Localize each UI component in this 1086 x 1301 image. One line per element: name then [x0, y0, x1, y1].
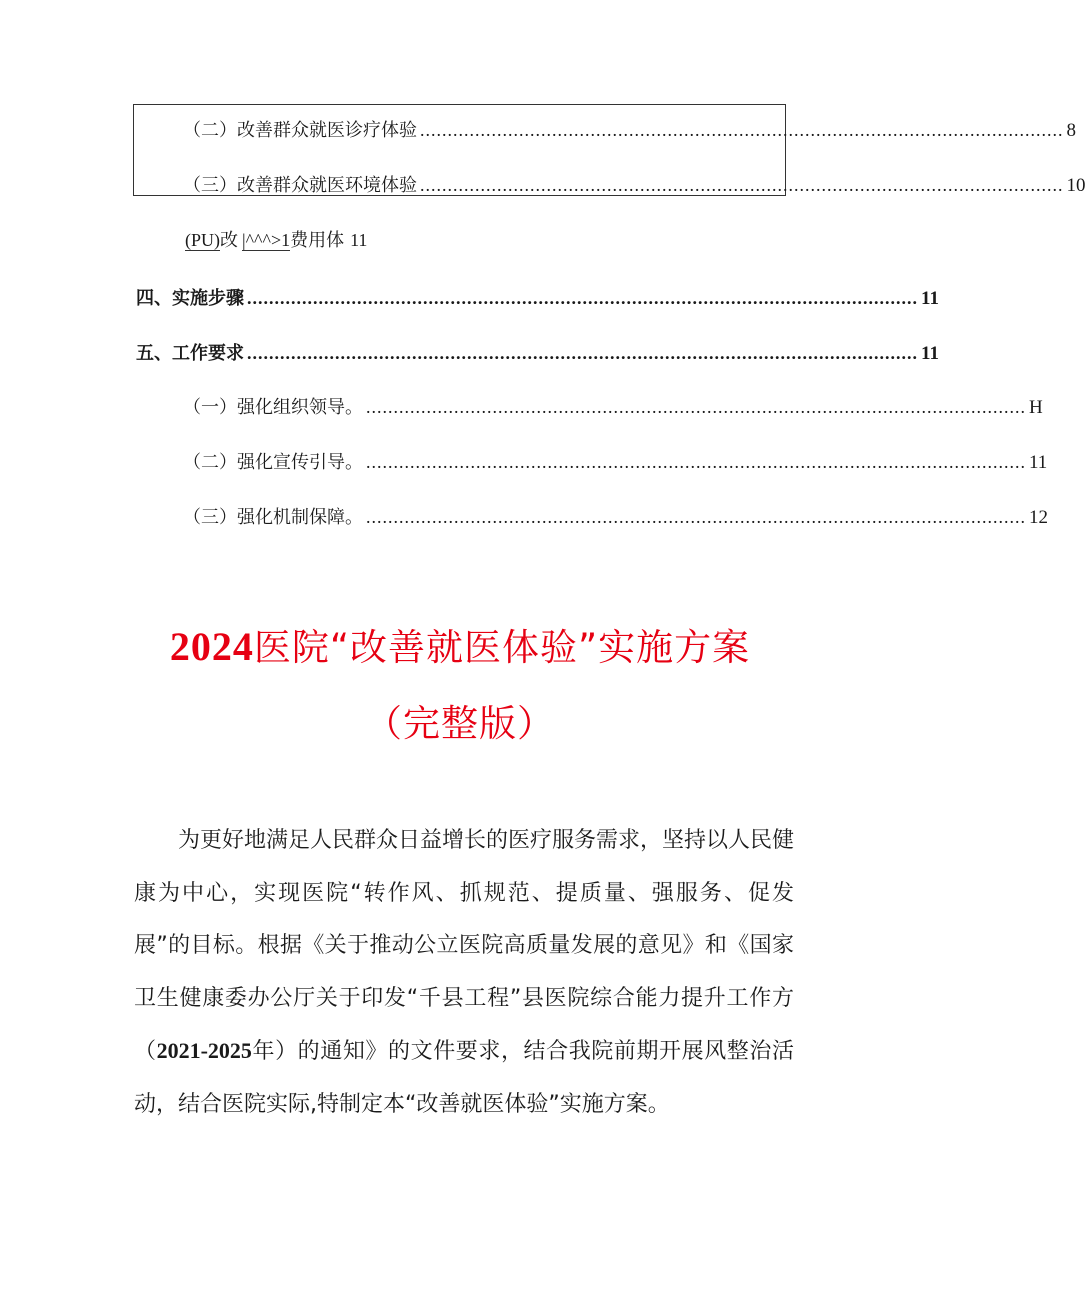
toc-leader-dots: ..........................................................................................................................	[247, 343, 918, 363]
garbled-text: |^^^>1	[242, 230, 291, 250]
toc-leader-dots: ..........................................................................................................................	[247, 288, 918, 308]
toc-entry-label: （三）强化机制保障。	[183, 507, 363, 528]
toc-entry-label: （一）强化组织领导。	[183, 397, 363, 418]
toc-entry-page: 12	[1029, 507, 1048, 528]
toc-entry-page: 11	[921, 343, 939, 364]
toc-subsection-1[interactable]	[183, 393, 1043, 419]
toc-entry-page: 8	[1066, 120, 1076, 141]
toc-entry-label: （二）改善群众就医诊疗体验	[183, 120, 417, 141]
toc-leader-dots: ........................................................................................................................	[366, 452, 1026, 472]
toc-entry-page: H	[1029, 397, 1043, 418]
toc-subsection-3[interactable]	[183, 503, 1048, 529]
toc-subsection-2[interactable]	[183, 448, 1048, 474]
intro-text: 为更好地满足人民群众日益增长的医疗服务需求，坚持以人民健康为中心，实现医院“转作风、抓规范、提质量、强服务、促发展”的目标。根据《关于推动公立医院高质量发展的意见》和《国家卫生健康委办公厅关于印发“千县工程”县医院综合能力提升工作方（	[134, 828, 795, 1064]
garbled-text: 改	[220, 230, 238, 251]
toc-entry-label: 五、工作要求	[136, 343, 244, 364]
title-main: 医院“改善就医体验”实施方案	[253, 626, 751, 669]
toc-entry-page: 11	[921, 288, 939, 309]
toc-entry-page: 11	[1029, 452, 1048, 473]
intro-paragraph	[134, 815, 794, 1131]
document-title	[0, 617, 920, 671]
title-year: 2024	[169, 624, 254, 669]
toc-leader-dots: .....................................................................................................................	[420, 120, 1064, 140]
intro-text: 年）的通知》的文件要求，结合我院前期开展风整治活动，结合医院实际,特制定本“改善就医体验”实施方案。	[134, 1039, 794, 1117]
toc-entry-boxed-3[interactable]	[183, 171, 1086, 197]
toc-garbled-entry	[185, 226, 367, 252]
toc-entry-page: 10	[1066, 175, 1086, 196]
garbled-text: 费用体	[290, 230, 345, 251]
toc-entry-boxed-2[interactable]	[183, 116, 1076, 142]
garbled-text: (PU)	[185, 230, 220, 250]
toc-entry-label: （二）强化宣传引导。	[183, 452, 363, 473]
garbled-text: 11	[350, 230, 368, 250]
toc-section-5[interactable]	[136, 339, 939, 365]
toc-leader-dots: ........................................................................................................................	[366, 507, 1026, 527]
toc-leader-dots: ........................................................................................................................	[366, 397, 1026, 417]
document-subtitle: （完整版）	[365, 702, 555, 745]
toc-entry-label: （三）改善群众就医环境体验	[183, 175, 417, 196]
intro-years: 2021-2025	[156, 1038, 252, 1063]
toc-entry-label: 四、实施步骤	[136, 288, 244, 309]
toc-leader-dots: .....................................................................................................................	[420, 175, 1064, 195]
toc-section-4[interactable]	[136, 284, 939, 310]
